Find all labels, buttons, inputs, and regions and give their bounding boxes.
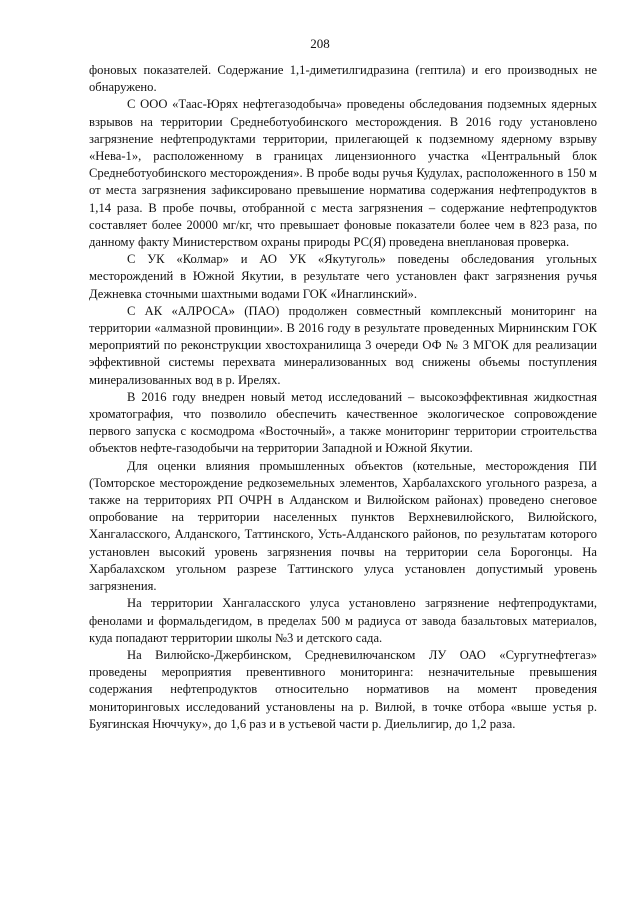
paragraph-1: фоновых показателей. Содержание 1,1-диметилгидразина (гептила) и его производных не обнаружено. [89,63,597,95]
paragraph-5: В 2016 году внедрен новый метод исследований – высокоэффективная жидкостная хроматография, что позволило обеспечить качественное экологическое сопровождение первого запуска с космодрома «Восточный», а также мониторинг территории строительства объектов нефте-газодобычи на территории Западной и Южной Якутии. [89,389,597,456]
paragraph-4: С АК «АЛРОСА» (ПАО) продолжен совместный комплексный мониторинг на территории «алмазной провинции». В 2016 году в результате проведенных Мирнинским ГОК мероприятий по реконструкции хвостохранилища 3 очереди ОФ № 3 МГОК для реализации эффективной системы перехвата минерализованных вод снижены объемы поступления минерализованных вод в р. Ирелях. [89,303,597,387]
paragraph-8: На Вилюйско-Джербинском, Средневилючанском ЛУ ОАО «Сургутнефтегаз» проведены мероприятия превентивного мониторинга: незначительные превышения содержания нефтепродуктов относительно нормативов на момент проведения мониторинговых исследований установлены на р. Вилюй, в точке отбора «выше устья р. Буягинская Нюччуку», до 1,6 раз и в устьевой части р. Диельлигир, до 1,2 раза. [89,647,597,731]
body-text [89,62,597,733]
page-number: 208 [310,36,330,51]
paragraph-2: С ООО «Таас-Юрях нефтегазодобыча» проведены обследования подземных ядерных взрывов на территории Среднеботуобинского месторождения. В 2016 году установлено загрязнение нефтепродуктами территории, прилегающей к подземному ядерному взрыву «Нева-1», расположенному в границах лицензионного участка «Центральный блок Среднеботуобинского месторождения». В пробе воды ручья Кудулах, расположенного в 150 м от места загрязнения зафиксировано превышение норматива содержания нефтепродуктов в 1,14 раза. В пробе почвы, отобранной с места загрязнения – содержание нефтепродуктов составляет более 20000 мг/кг, что превышает фоновые показатели более чем в 823 раза, по данному факту Министерством охраны природы РС(Я) проведена внеплановая проверка. [89,97,597,250]
paragraph-6: Для оценки влияния промышленных объектов (котельные, месторождения ПИ (Томторское месторождение редкоземельных элементов, Харбалахского угольного разреза, а также на территориях РП ОЧРН в Алданском и Вилюйском районах) проведено снеговое опробование на территории населенных пунктов Верхневилюйского, Вилюйского, Хангаласского, Алданского, Таттинского, Усть-Алданского районов, по результатам которого установлен высокий уровень загрязнения почвы на территории села Борогонцы. На Харбалахском угольном разрезе Таттинского улуса установлен допустимый уровень загрязнения. [89,458,597,594]
paragraph-3: С УК «Колмар» и АО УК «Якутуголь» поведены обследования угольных месторождений в Южной Якутии, в результате чего установлен факт загрязнения ручья Дежневка сточными шахтными водами ГОК «Инаглинский». [89,252,597,301]
paragraph-7: На территории Хангаласского улуса установлено загрязнение нефтепродуктами, фенолами и формальдегидом, в пределах 500 м радиуса от завода базальтовых материалов, куда попадают территории школы №3 и детского сада. [89,596,597,645]
